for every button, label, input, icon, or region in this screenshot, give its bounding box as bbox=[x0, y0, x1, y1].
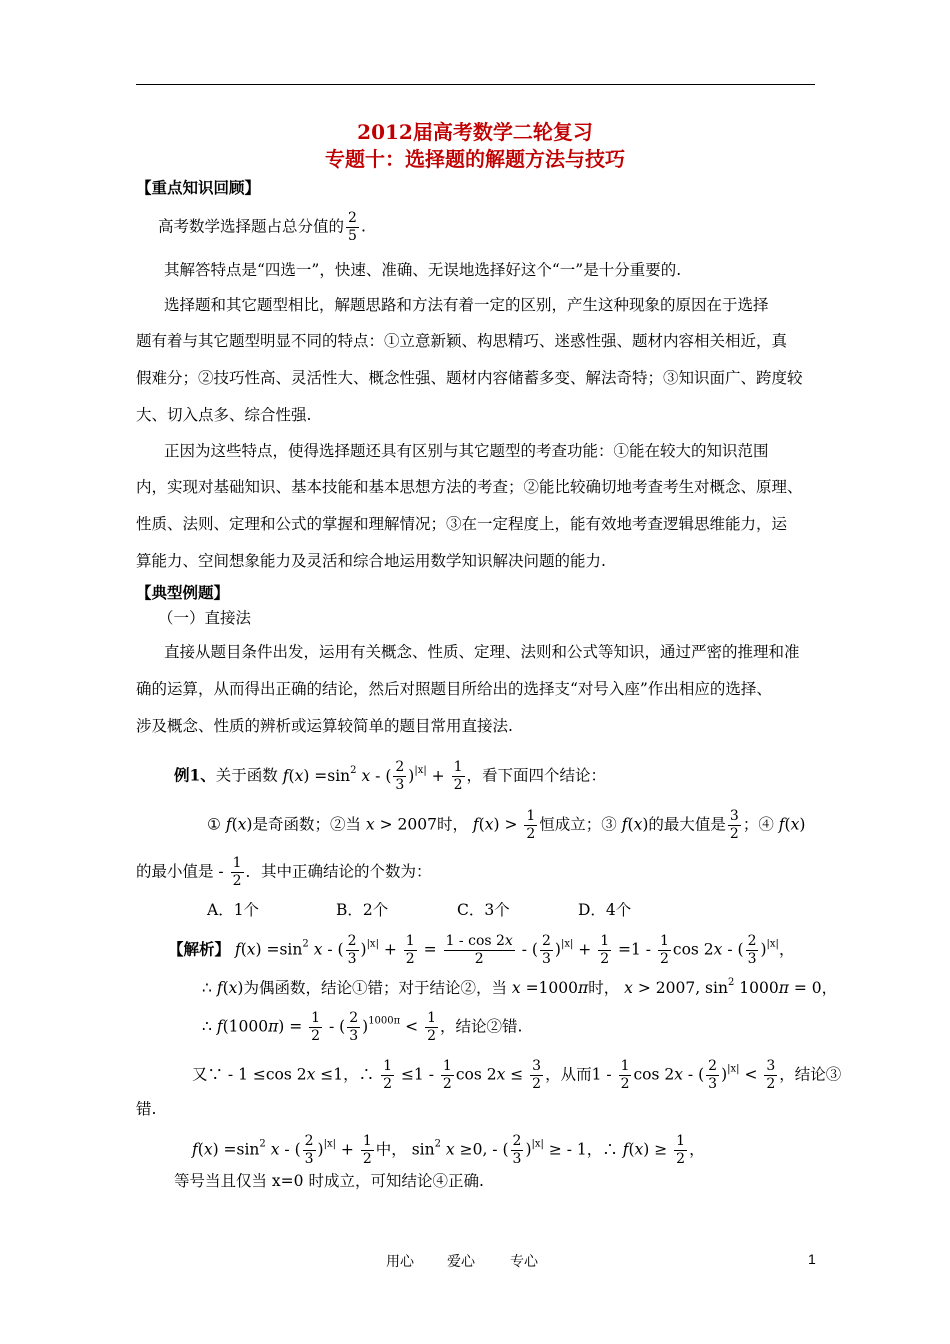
therefore-symbol-2: ∴ bbox=[202, 1017, 212, 1036]
option-a: A．1个 bbox=[207, 901, 260, 919]
title-line2: 专题十：选择题的解题方法与技巧 bbox=[325, 147, 625, 171]
example1-claims: ① f(x)是奇函数；②当 x > 2007时， f(x) > $\frac{1}{2}$ 恒成立；③ f(x)的最大值是 $\frac{3}{2}$ ；④ f(x) bbox=[207, 808, 806, 842]
knowledge-p4-l3: 性质、法则、定理和公式的掌握和理解情况；③在一定程度上，能有效地考查逻辑思维能力，运 bbox=[136, 515, 788, 533]
solution-label: 【解析】 bbox=[168, 939, 231, 959]
solution-line4-wrap: 错. bbox=[136, 1100, 157, 1118]
fraction-num: 2 bbox=[348, 210, 357, 226]
knowledge-p3-l3: 假难分；②技巧性高、灵活性大、概念性强、题材内容储蓄多变、解法奇特；③知识面广、跨度较 bbox=[136, 369, 803, 387]
knowledge-p2: 其解答特点是“四选一”，快速、准确、无误地选择好这个“一”是十分重要的. bbox=[164, 261, 682, 279]
solution-line2: ∴ f(x)为偶函数，结论①错；对于结论②，当 x =1000π时， x > 2007, $\sin^2 1000\pi = 0$， bbox=[202, 977, 838, 997]
example1-statement bbox=[174, 759, 606, 794]
knowledge-p4-l4: 算能力、空间想象能力及灵活和综合地运用数学知识解决问题的能力. bbox=[136, 552, 606, 570]
solution-l2-tail: 时， bbox=[588, 979, 620, 997]
example1-function: $f(x) =\sin^2$ x - ( $\frac{2}{3}$ )$^{|x|}$ + $\frac{1}{2}$ bbox=[282, 759, 463, 793]
method1-title: （一）直接法 bbox=[158, 609, 252, 627]
knowledge-p4-l1: 正因为这些特点，使得选择题还具有区别与其它题型的考查功能：①能在较大的知识范围 bbox=[164, 442, 769, 460]
knowledge-p3-l2: 题有着与其它题型明显不同的特点：①立意新颖、构思精巧、迷惑性强、题材内容相关相近，真 bbox=[136, 332, 788, 350]
claim1-marker: ① bbox=[207, 815, 221, 834]
footer-right: 专心 bbox=[510, 1254, 538, 1270]
solution-l4-d: ，结论③ bbox=[779, 1065, 842, 1084]
solution-l4-b: ≤1，∴ bbox=[315, 1065, 375, 1084]
solution-l4-c: ，从而1 - bbox=[545, 1065, 612, 1084]
example1-intro: 关于函数 bbox=[215, 766, 278, 785]
page-number: 1 bbox=[808, 1251, 816, 1267]
knowledge-p1 bbox=[158, 210, 366, 245]
method1-p-l1: 直接从题目条件出发，运用有关概念、性质、定理、法则和公式等知识，通过严密的推理和准 bbox=[164, 643, 800, 661]
footer-left: 用心 bbox=[386, 1254, 414, 1270]
method1-p-l2: 确的运算，从而得出正确的结论，然后对照题目所给出的选择支“对号入座”作出相应的选择、 bbox=[136, 680, 772, 698]
knowledge-heading: 【重点知识回顾】 bbox=[136, 178, 261, 197]
example1-after: ，看下面四个结论： bbox=[466, 766, 607, 785]
claim2-tail: 恒成立；③ bbox=[539, 815, 617, 834]
claim4-marker: ；④ bbox=[742, 815, 774, 834]
min-prefix: 的最小值是 - bbox=[136, 862, 224, 881]
claim3-text: 的最大值是 bbox=[648, 815, 726, 834]
knowledge-p3-l4: 大、切入点多、综合性强. bbox=[136, 406, 312, 424]
title-line1: 2012届高考数学二轮复习 bbox=[357, 120, 593, 144]
option-b: B．2个 bbox=[336, 901, 389, 919]
solution-line6: 等号当且仅当 x=0 时成立，可知结论④正确. bbox=[174, 1172, 484, 1190]
solution-line5: $f(x) =\sin^2$ x - ( $\frac{2}{3}$ )$^{|x|}$ + $\frac{1}{2}$ 中， $\sin^2 x \ge 0$, - ( $\frac{2}{3}$ )$^{|x|}$ ≥ - 1，∴ f(x) ≥ $\frac{1}{2}$ ， bbox=[192, 1133, 705, 1167]
example1-min: 的最小值是 - $\frac{1}{2}$ ．其中正确结论的个数为： bbox=[136, 855, 432, 889]
fraction-den: 5 bbox=[348, 228, 357, 244]
solution-l5-mid: 中， bbox=[375, 1140, 407, 1159]
option-c: C．3个 bbox=[457, 901, 510, 919]
footer-mid: 爱心 bbox=[447, 1254, 475, 1270]
solution-line3: ∴ f(1000π) = $\frac{1}{2}$ - ( $\frac{2}{3}$ )$^{1000\pi}$ < $\frac{1}{2}$ ，结论②错. bbox=[202, 1010, 523, 1044]
therefore-symbol: ∴ bbox=[202, 979, 212, 997]
claim1-text: 是奇函数；②当 bbox=[252, 815, 361, 834]
min-suffix: ．其中正确结论的个数为： bbox=[245, 862, 432, 881]
knowledge-p4-l2: 内，实现对基础知识、基本技能和基本思想方法的考查；②能比较确切地考查考生对概念、原理、 bbox=[136, 478, 803, 496]
solution-line1: 【解析】 $f(x) =\sin^2$ x - ( $\frac{2}{3}$ )$^{|x|}$ + $\frac{1}{2}$ = $\frac{1 - \cos 2x}{2}$ - ( $\frac{2}{3}$ )$^{|x|}$ + $\frac{1}{2}$ =1 - $\frac{1}{2}$ cos 2x - ( $\frac{2}{3}$ )$^{|x|}$， bbox=[168, 933, 795, 967]
claim2-text: 时， bbox=[436, 815, 468, 834]
knowledge-p1-prefix: 高考数学选择题占总分值的 bbox=[158, 217, 345, 236]
solution-l3-text: ，结论②错. bbox=[439, 1017, 523, 1036]
header-rule bbox=[136, 84, 815, 85]
solution-l2-text: 为偶函数，结论①错；对于结论②，当 bbox=[243, 979, 507, 997]
knowledge-p1-suffix: . bbox=[360, 217, 366, 236]
solution-l4-a: 又∵ - 1 ≤cos 2 bbox=[192, 1065, 307, 1084]
fraction-two-fifths bbox=[346, 210, 359, 245]
option-d: D．4个 bbox=[578, 901, 632, 919]
examples-heading: 【典型例题】 bbox=[136, 583, 230, 602]
knowledge-p3-l1: 选择题和其它题型相比，解题思路和方法有着一定的区别，产生这种现象的原因在于选择 bbox=[164, 296, 769, 314]
method1-p-l3: 涉及概念、性质的辨析或运算较简单的题目常用直接法. bbox=[136, 717, 513, 735]
solution-line4: 又∵ - 1 ≤cos 2x ≤1，∴ $\frac{1}{2}$ ≤1 - $\frac{1}{2}$ cos 2x ≤ $\frac{3}{2}$ ，从而1 - $\frac{1}{2}$ cos 2x - ( $\frac{2}{3}$ )$^{|x|}$ < $\frac{3}{2}$ ，结论③ bbox=[192, 1058, 842, 1092]
example1-label: 例1、 bbox=[174, 765, 216, 785]
